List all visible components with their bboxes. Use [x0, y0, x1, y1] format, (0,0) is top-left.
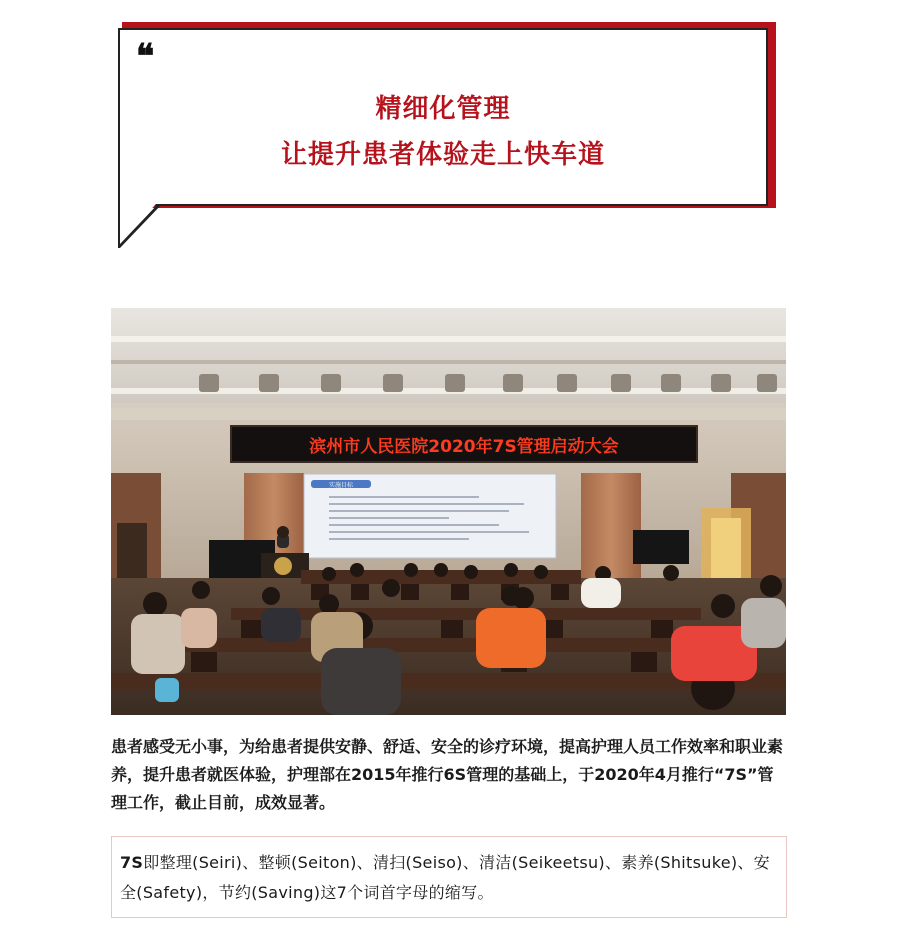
bubble-tail: [118, 204, 164, 248]
7s-note-box: [111, 836, 787, 918]
bubble-body: [118, 28, 768, 206]
heading-line-2: 让提升患者体验走上快车道: [280, 140, 605, 170]
7s-description: 即整理(Seiri)、整顿(Seiton)、清扫(Seiso)、清洁(Seikeetsu)、素养(Shitsuke)、安全(Safety)，节约(Saving)这7个词首字母的缩写。: [120, 853, 770, 902]
led-banner-text: 滨州市人民医院2020年7S管理启动大会: [309, 437, 619, 457]
slide-heading: 实施目标: [328, 482, 354, 489]
quote-icon: ❝: [136, 37, 155, 77]
meeting-photo: [111, 308, 786, 715]
heading-line-1: 精细化管理: [375, 94, 511, 124]
quote-bubble: [118, 22, 778, 252]
intro-paragraph: 患者感受无小事，为给患者提供安静、舒适、安全的诊疗环境，提高护理人员工作效率和职业素养，提升患者就医体验，护理部在2015年推行6S管理的基础上，于2020年4月推行“7S”管理工作，截止目前，成效显著。: [111, 737, 784, 812]
meeting-hall-illustration: [111, 308, 786, 715]
7s-label: 7S: [120, 853, 144, 872]
